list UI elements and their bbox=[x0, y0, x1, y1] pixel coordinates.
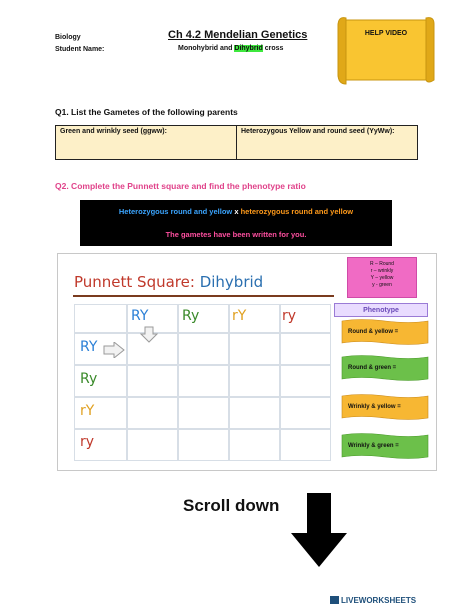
phenotype-label: Round & yellow = bbox=[348, 329, 399, 335]
side-gamete-label: ry bbox=[80, 434, 95, 450]
scroll-down-label: Scroll down bbox=[183, 496, 280, 515]
legend-line: Y – yellow bbox=[370, 275, 394, 281]
punnett-answer-cell[interactable] bbox=[280, 429, 331, 461]
liveworksheets-logo: LIVEWORKSHEETS bbox=[330, 596, 416, 605]
q2-prompt: Q2. Complete the Punnett square and find the phenotype ratio bbox=[55, 181, 306, 191]
top-gamete-label: ry bbox=[282, 308, 297, 324]
q1-prompt: Q1. List the Gametes of the following parents bbox=[55, 107, 238, 117]
help-video-label: HELP VIDEO bbox=[364, 30, 408, 37]
legend-line: y - green bbox=[372, 282, 392, 288]
legend-line: R – Round bbox=[370, 261, 394, 267]
right-arrow-icon bbox=[103, 342, 125, 358]
student-name-label: Student Name: bbox=[55, 46, 105, 53]
big-down-arrow-icon bbox=[291, 493, 347, 567]
cross-description: Heterozygous round and yellow x heterozygous round and yellow bbox=[118, 207, 354, 216]
top-gamete-label: RY bbox=[131, 308, 149, 324]
punnett-answer-cell[interactable] bbox=[229, 333, 280, 365]
page-subtitle: Monohybrid and Dihybrid cross bbox=[178, 45, 284, 52]
page-title: Ch 4.2 Mendelian Genetics bbox=[168, 29, 308, 41]
punnett-answer-cell[interactable] bbox=[178, 429, 229, 461]
punnett-grid bbox=[74, 304, 331, 461]
punnett-answer-cell[interactable] bbox=[280, 397, 331, 429]
punnett-answer-cell[interactable] bbox=[280, 333, 331, 365]
punnett-answer-cell[interactable] bbox=[229, 365, 280, 397]
punnett-answer-cell[interactable] bbox=[229, 429, 280, 461]
punnett-answer-cell[interactable] bbox=[178, 365, 229, 397]
punnett-title: Punnett Square: Dihybrid bbox=[74, 273, 264, 291]
punnett-answer-cell[interactable] bbox=[127, 397, 178, 429]
subject-label: Biology bbox=[55, 34, 81, 41]
side-gamete-label: rY bbox=[80, 403, 95, 419]
phenotype-label: Wrinkly & green = bbox=[348, 443, 399, 449]
grid-corner bbox=[74, 304, 127, 333]
top-gamete-label: Ry bbox=[182, 308, 200, 324]
allele-legend bbox=[347, 257, 417, 298]
gametes-table bbox=[55, 125, 418, 160]
legend-line: r – wrinkly bbox=[370, 268, 394, 274]
punnett-answer-cell[interactable] bbox=[280, 365, 331, 397]
phenotype-header: Phenotype bbox=[334, 303, 428, 317]
punnett-answer-cell[interactable] bbox=[127, 365, 178, 397]
scroll-banner-icon bbox=[336, 14, 436, 86]
phenotype-label: Wrinkly & yellow = bbox=[348, 404, 401, 410]
punnett-answer-cell[interactable] bbox=[127, 429, 178, 461]
gametes-right-cell[interactable]: Heterozygous Yellow and round seed (YyWw): bbox=[236, 126, 417, 159]
gametes-left-cell[interactable]: Green and wrinkly seed (ggww): bbox=[60, 128, 167, 135]
down-arrow-icon bbox=[140, 326, 158, 344]
side-gamete-label: RY bbox=[80, 339, 98, 355]
punnett-answer-cell[interactable] bbox=[178, 333, 229, 365]
top-gamete-label: rY bbox=[232, 308, 247, 324]
subtitle-highlight: Dihybrid bbox=[234, 45, 263, 52]
logo-mark-icon bbox=[330, 596, 339, 604]
side-gamete-label: Ry bbox=[80, 371, 98, 387]
cross-info-box bbox=[80, 200, 392, 246]
punnett-answer-cell[interactable] bbox=[178, 397, 229, 429]
gametes-note: The gametes have been written for you. bbox=[165, 230, 307, 239]
title-underline bbox=[73, 295, 334, 297]
phenotype-label: Round & green = bbox=[348, 365, 397, 371]
help-video-button[interactable] bbox=[336, 14, 436, 86]
punnett-answer-cell[interactable] bbox=[229, 397, 280, 429]
